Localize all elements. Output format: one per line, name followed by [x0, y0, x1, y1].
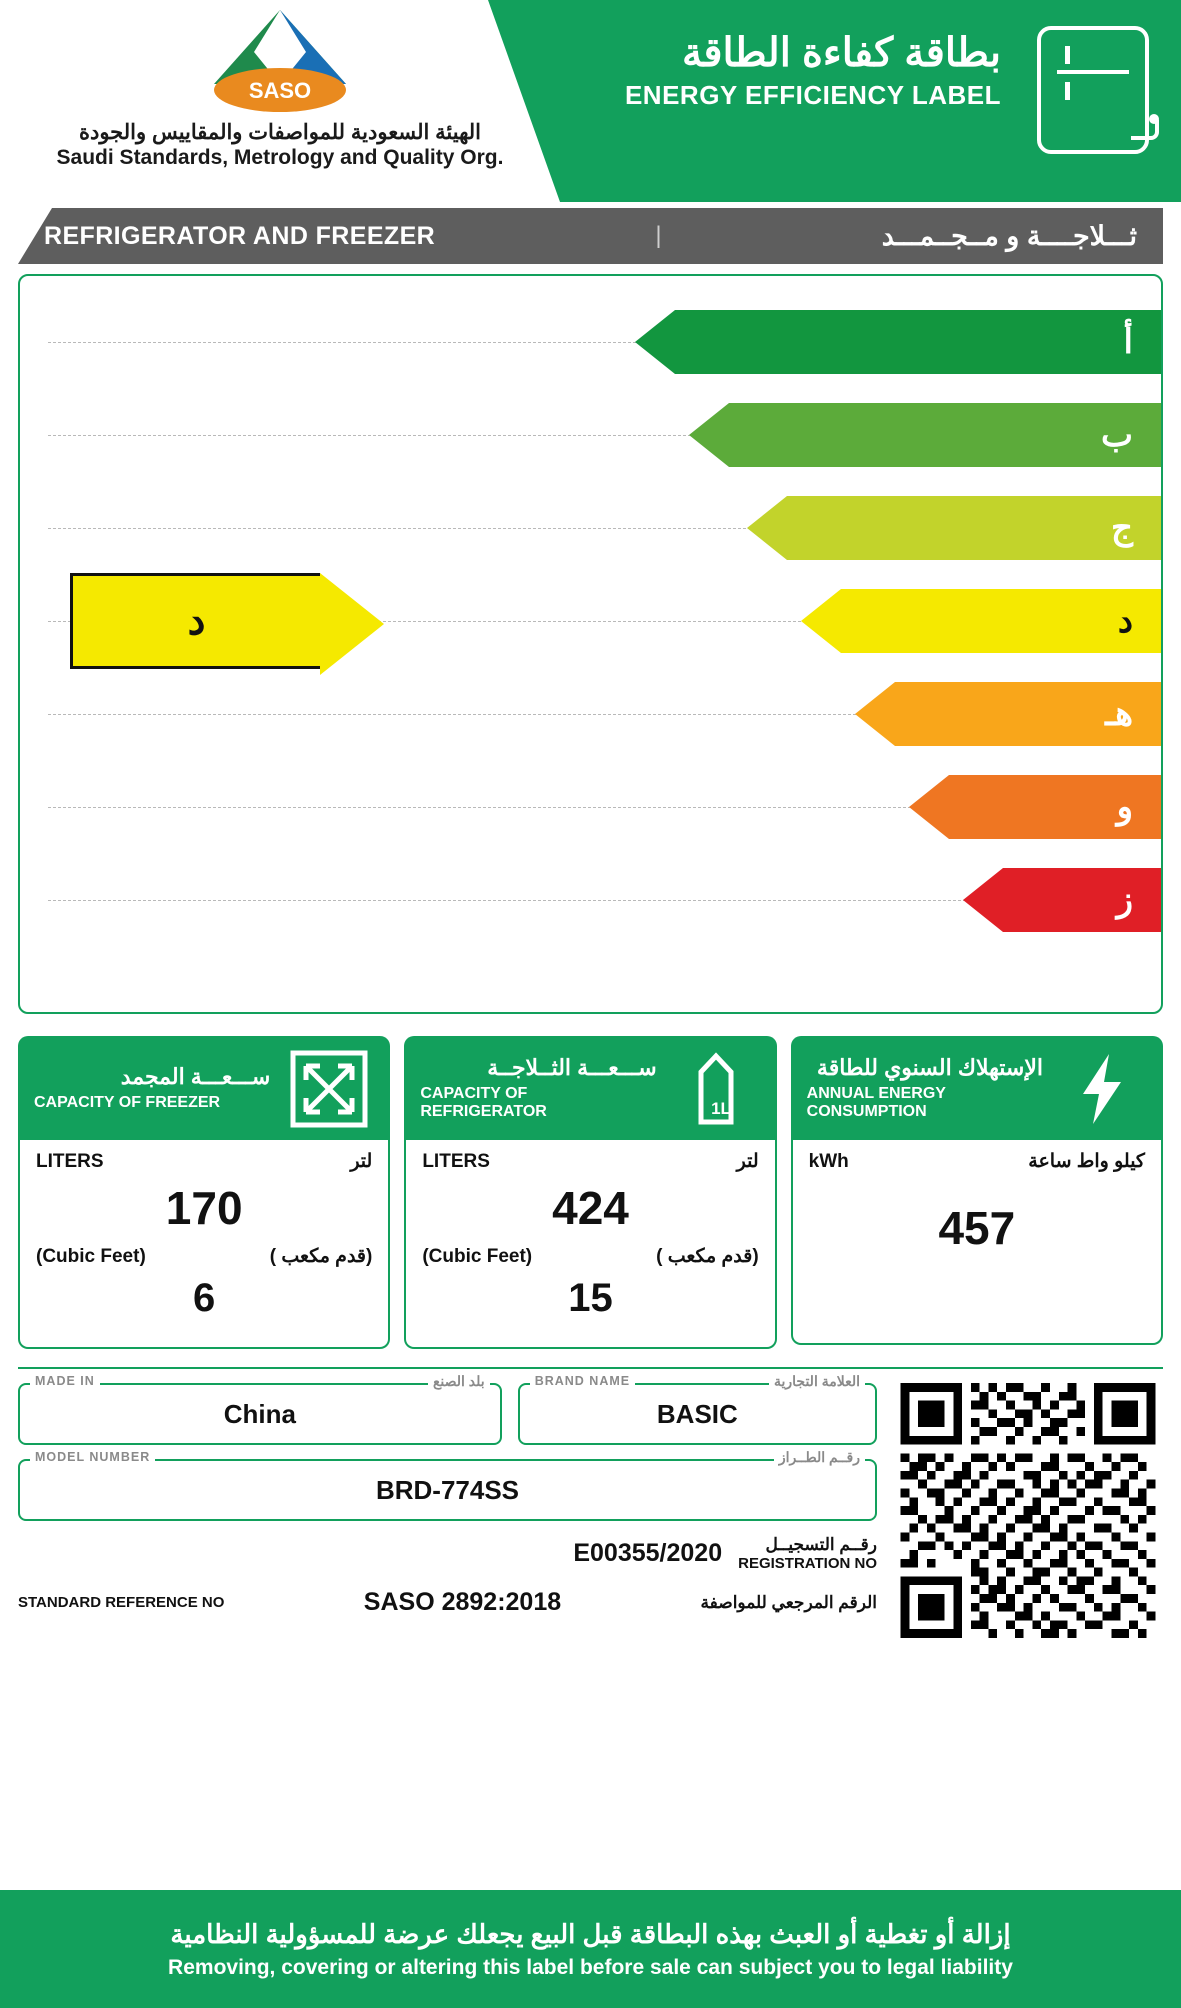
card-annual-energy-body — [791, 1140, 1163, 1345]
registration-label-ar: رقــم التسجيــل — [765, 1535, 877, 1554]
card-freezer-subunit-en: (Cubic Feet) — [36, 1245, 146, 1267]
card-refrigerator-subunit-en: (Cubic Feet) — [422, 1245, 533, 1267]
header-titles — [625, 30, 1001, 111]
card-refrigerator-unit-en: LITERS — [422, 1150, 490, 1172]
grade-row-e — [20, 682, 1161, 746]
org-name-en: Saudi Standards, Metrology and Quality Org. — [56, 146, 504, 169]
card-freezer — [18, 1036, 390, 1349]
product-type-separator: | — [655, 222, 662, 249]
org-name-ar: الهيئة السعودية للمواصفات والمقاييس والجودة — [78, 121, 481, 144]
grade-letter-f: و — [1116, 788, 1133, 826]
freezer-icon — [290, 1050, 368, 1128]
card-annual-energy — [791, 1036, 1163, 1349]
qr-code[interactable] — [893, 1383, 1163, 1638]
product-type-en: REFRIGERATOR AND FREEZER — [44, 221, 436, 250]
grade-row-a — [20, 310, 1161, 374]
svg-text:SASO: SASO — [248, 78, 312, 103]
card-freezer-title-ar: ســـعـــة المجمد — [120, 1064, 271, 1089]
brand-name-label-ar: العلامة التجارية — [769, 1373, 865, 1390]
grade-row-c — [20, 496, 1161, 560]
grade-letter-c: ج — [1111, 509, 1133, 547]
registration-row — [18, 1535, 877, 1572]
standard-reference-label-ar: الرقم المرجعي للمواصفة — [700, 1592, 877, 1612]
model-number-value: BRD-774SS — [375, 1474, 520, 1505]
made-in-field — [18, 1373, 502, 1445]
brand-name-field — [518, 1373, 877, 1445]
grade-letter-b: ب — [1100, 416, 1133, 454]
grade-bar-d — [841, 589, 1161, 653]
card-refrigerator-unit-ar: لتر — [736, 1151, 759, 1172]
card-annual-energy-title-ar: الإستهلاك السنوي للطاقة — [816, 1055, 1043, 1080]
card-refrigerator — [404, 1036, 776, 1349]
brand-name-value: BASIC — [656, 1398, 738, 1429]
grade-row-f — [20, 775, 1161, 839]
product-type-bar — [18, 208, 1163, 264]
warning-text-ar: إزالة أو تغطية أو العبث بهذه البطاقة قبل البيع يجعلك عرضة للمسؤولية النظامية — [170, 1918, 1011, 1949]
card-freezer-value: 170 — [165, 1182, 243, 1234]
svg-text:1L: 1L — [710, 1099, 731, 1118]
header — [0, 0, 1181, 202]
made-in-label-en: MADE IN — [30, 1374, 100, 1388]
made-in-value: China — [223, 1398, 296, 1429]
card-annual-energy-header — [791, 1036, 1163, 1140]
registration-value: E00355/2020 — [573, 1539, 723, 1567]
made-in-label-ar: بلد الصنع — [428, 1373, 490, 1390]
grade-row-g — [20, 868, 1161, 932]
saso-logo-icon — [196, 6, 364, 118]
efficiency-scale — [18, 274, 1163, 1014]
standard-reference-row — [18, 1588, 877, 1617]
card-freezer-header — [18, 1036, 390, 1140]
grade-letter-a: أ — [1123, 323, 1133, 361]
model-number-field — [18, 1449, 877, 1521]
product-info-fields — [18, 1373, 877, 1638]
card-freezer-unit-ar: لتر — [350, 1151, 373, 1172]
legal-warning-footer — [0, 1890, 1181, 2008]
grade-bar-f — [949, 775, 1161, 839]
card-freezer-unit-en: LITERS — [36, 1150, 104, 1172]
card-refrigerator-title-ar: ســـعـــة الثــلاجــة — [487, 1055, 657, 1080]
card-refrigerator-value: 424 — [552, 1182, 629, 1234]
selected-grade-marker — [70, 573, 320, 669]
grade-bar-c — [787, 496, 1161, 560]
warning-text-en: Removing, covering or altering this label before sale can subject you to legal liability — [168, 1955, 1013, 1979]
registration-label-en: REGISTRATION NO — [738, 1555, 877, 1572]
standard-reference-value: SASO 2892:2018 — [363, 1588, 562, 1616]
card-annual-energy-unit-en: kWh — [808, 1150, 849, 1172]
card-annual-energy-unit-ar: كيلو واط ساعة — [1028, 1151, 1145, 1172]
card-annual-energy-value: 457 — [938, 1202, 1016, 1254]
lightning-bolt-icon — [1063, 1050, 1141, 1128]
card-refrigerator-body — [404, 1140, 776, 1349]
refrigerator-icon — [1037, 26, 1149, 154]
saso-logo — [0, 6, 560, 196]
grade-bar-b — [729, 403, 1161, 467]
card-refrigerator-subvalue: 15 — [568, 1276, 613, 1320]
grade-bar-a — [675, 310, 1161, 374]
grade-row-d — [20, 589, 1161, 653]
selected-grade-letter: د — [187, 599, 206, 643]
card-freezer-subunit-ar: (قدم مكعب ) — [269, 1246, 373, 1267]
grade-letter-d: د — [1117, 602, 1133, 640]
brand-name-label-en: BRAND NAME — [530, 1374, 635, 1388]
card-refrigerator-title-en: CAPACITY OF REFRIGERATOR — [420, 1085, 547, 1120]
grade-bar-e — [895, 682, 1161, 746]
card-freezer-body — [18, 1140, 390, 1349]
card-refrigerator-header — [404, 1036, 776, 1140]
grade-letter-g: ز — [1116, 881, 1133, 919]
grade-bar-g — [1003, 868, 1161, 932]
label-title-en: ENERGY EFFICIENCY LABEL — [624, 80, 1001, 110]
product-type-ar: ثـــلاجــــة و مــجــمـــد — [881, 220, 1137, 251]
product-info — [18, 1367, 1163, 1638]
milk-carton-icon — [677, 1050, 755, 1128]
standard-reference-label-en: STANDARD REFERENCE NO — [18, 1594, 225, 1611]
grade-row-b — [20, 403, 1161, 467]
label-title-ar: بطاقة كفاءة الطاقة — [681, 31, 1001, 75]
card-annual-energy-title-en: ANNUAL ENERGY CONSUMPTION — [806, 1085, 946, 1120]
model-number-label-en: MODEL NUMBER — [30, 1450, 155, 1464]
capacity-cards — [18, 1036, 1163, 1349]
grade-letter-e: هـ — [1105, 695, 1133, 733]
card-freezer-title-en: CAPACITY OF FREEZER — [34, 1094, 221, 1111]
model-number-label-ar: رقــم الطــراز — [774, 1449, 865, 1466]
card-freezer-subvalue: 6 — [193, 1276, 216, 1320]
card-refrigerator-subunit-ar: (قدم مكعب ) — [656, 1246, 759, 1267]
